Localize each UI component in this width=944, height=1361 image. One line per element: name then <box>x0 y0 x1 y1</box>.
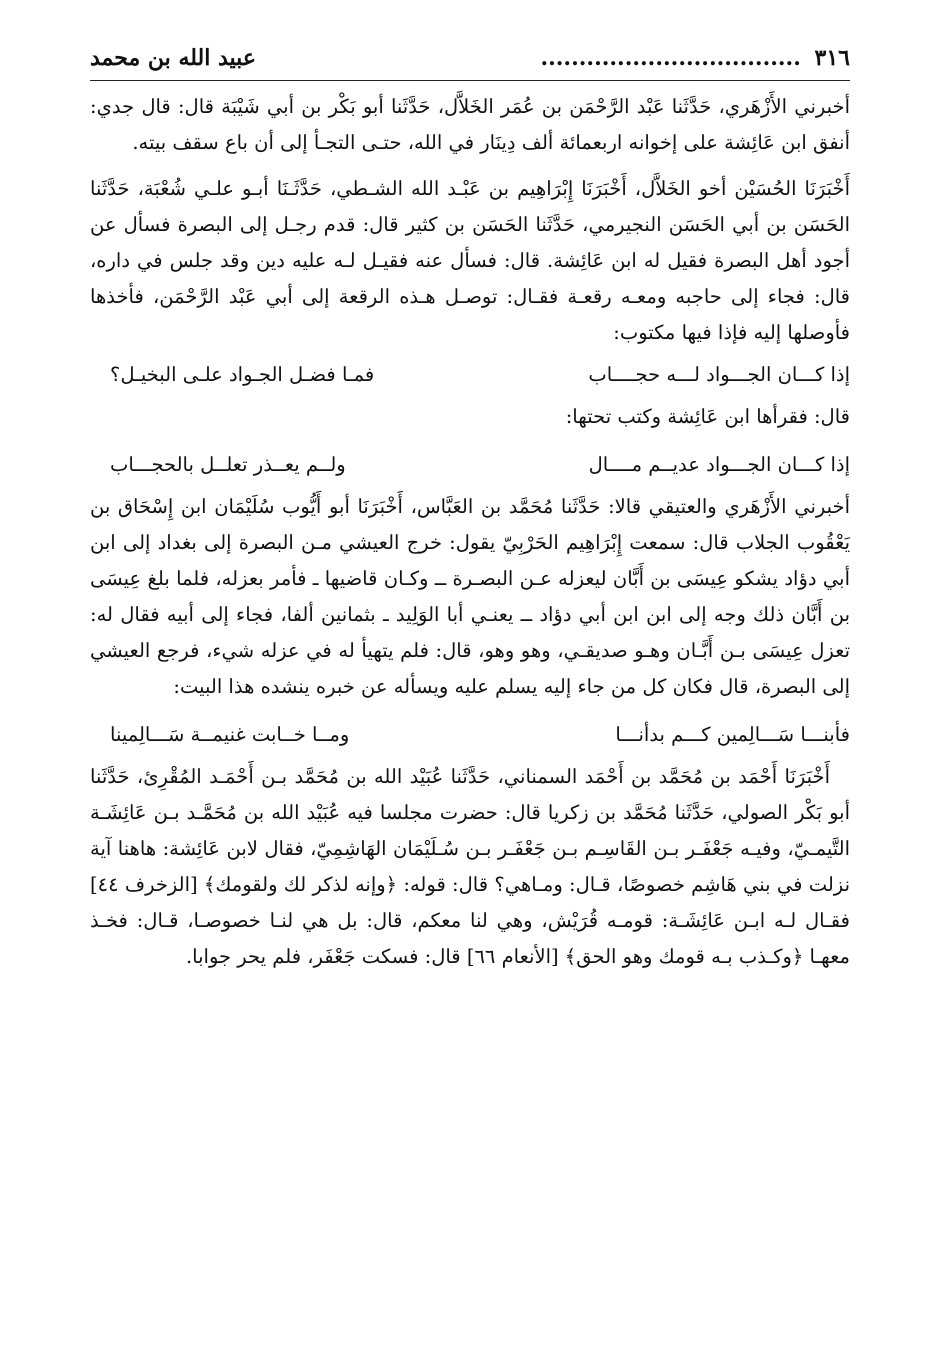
page-number: ٣١٦ <box>814 45 850 71</box>
verse-2-second-hemistich: ولــم يعــذر تعلــل بالحجـــاب <box>110 453 346 476</box>
verse-1 <box>90 357 850 393</box>
verse-1-second-hemistich: فمـا فضـل الجـواد علـى البخيـل؟ <box>110 363 375 386</box>
verse-3 <box>90 717 850 753</box>
paragraph-5: أَخْبَرَنَا أَحْمَد بن مُحَمَّد بن أَحْمَد السمناني، حَدَّثَنا عُبَيْد الله بن مُحَمَّد بـن أَحْمَـد المُقْرِئ، حَدَّثَنا أبو بَكْر الصولي، حَدَّثَنا مُحَمَّد بن زكريا قال: حضرت مجلسا فيه عُبَيْد الله بن مُحَمَّـد بـن عَائِشَـة التَّيمـيّ، وفيـه جَعْفَـر بـن القَاسِـم بـن جَعْفَـر بـن سُـلَيْمَان الهَاشِمِيّ، فقال لابن عَائِشة: هاهنا آية نزلت في بني هَاشِم خصوصًا، قـال: ومـاهي؟ قال: قوله: ﴿وإنه لذكر لك ولقومك﴾ [الزخرف ٤٤] فقـال لـه ابـن عَائِشَـة: قومـه قُرَيْش، وهي لنا معكم، قال: بل هي لنـا خصوصـا، قـال: فخـذ معهـا ﴿وكـذب بـه قومك وهو الحق﴾ [الأنعام ٦٦] قال: فسكت جَعْفَر، فلم يحر جوابا. <box>90 765 850 968</box>
header-title: عبيد الله بن محمد <box>90 45 256 71</box>
verse-2-first-hemistich: إذا كـــان الجـــواد عديــم مــــال <box>588 453 850 476</box>
running-header <box>90 40 850 81</box>
paragraph-1: أخبرني الأَزْهَري، حَدَّثَنا عَبْد الرَّحْمَن بن عُمَر الخَلاَّل، حَدَّثَنا أبو بَكْر بن أبي شَيْبَة قال: قال جدي: أنفق ابن عَائِشة على إخوانه اربعمائة ألف دِينَار في الله، حتـى التجـأ إلى أن باع سقف بيته. <box>90 95 850 154</box>
paragraph-4: أخبرني الأَزْهَري والعتيقي قالا: حَدَّثَنا مُحَمَّد بن العَبَّاس، أَخْبَرَنَا أبو أَيُّوب سُلَيْمَان ابن إِسْحَاق بن يَعْقُوب الجلاب قال: سمعت إِبْرَاهِيم الحَرْبِيّ يقول: خرج العيشي مـن البصرة إلى بغداد إلى ابن أبي دؤاد يشكو عِيسَى بن أَبَّان ليعزله عـن البصـرة ــ وكـان قاضيها ـ فأمر بعزله، فلما بلغ عِيسَى بن أَبَّان ذلك وجه إلى ابن ابن أبي دؤاد ــ يعنـي أبا الوَلِيد ـ بثمانين ألفا، فجاء إلى أبيه فقال له: تعزل عِيسَى بـن أَبَّـان وهـو صديقـي، وهو وهو، قال: فلم يتهيأ له في عزله شيء، فرجع العيشي إلى البصرة، قال فكان كل من جاء إليه يسلم عليه ويسأله عن خبره ينشده هذا البيت: <box>90 495 850 698</box>
verse-3-first-hemistich: فأبنـــا سَـــالِمين كـــم بدأنـــا <box>615 723 850 746</box>
paragraph-2: أَخْبَرَنَا الحُسَيْن أخو الخَلاَّل، أَخْبَرَنَا إِبْرَاهِيم بن عَبْـد الله الشـطي، حَدَّثَـنَا أبـو علـي شُعْبَة، حَدَّثَنا الحَسَن بن أبي الحَسَن النجيرمي، حَدَّثَنا الحَسَن بن كثير قال: قدم رجـل إلى البصرة فسأل عن أجود أهل البصرة فقيل له ابن عَائِشة. قال: فسأل عنه فقيـل لـه عليه دين وقد جلس في داره، قال: فجاء إلى حاجبه ومعـه رقعـة فقـال: توصـل هـذه الرقعة إلى أبي عَبْد الرَّحْمَن، فأخذها فأوصلها إليه فإذا فيها مكتوب: <box>90 177 850 344</box>
verse-1-first-hemistich: إذا كـــان الجـــواد لـــه حجــــاب <box>588 363 850 386</box>
paragraph-3: قال: فقرأها ابن عَائِشة وكتب تحتها: <box>565 405 850 428</box>
verse-3-second-hemistich: ومــا خــابت غنيمــة سَـــالِمينا <box>110 723 350 746</box>
header-dot-leader: .................................. <box>540 45 801 71</box>
verse-2 <box>90 447 850 483</box>
page-body <box>90 89 850 975</box>
book-page <box>90 40 850 1300</box>
header-left-group <box>540 40 850 76</box>
